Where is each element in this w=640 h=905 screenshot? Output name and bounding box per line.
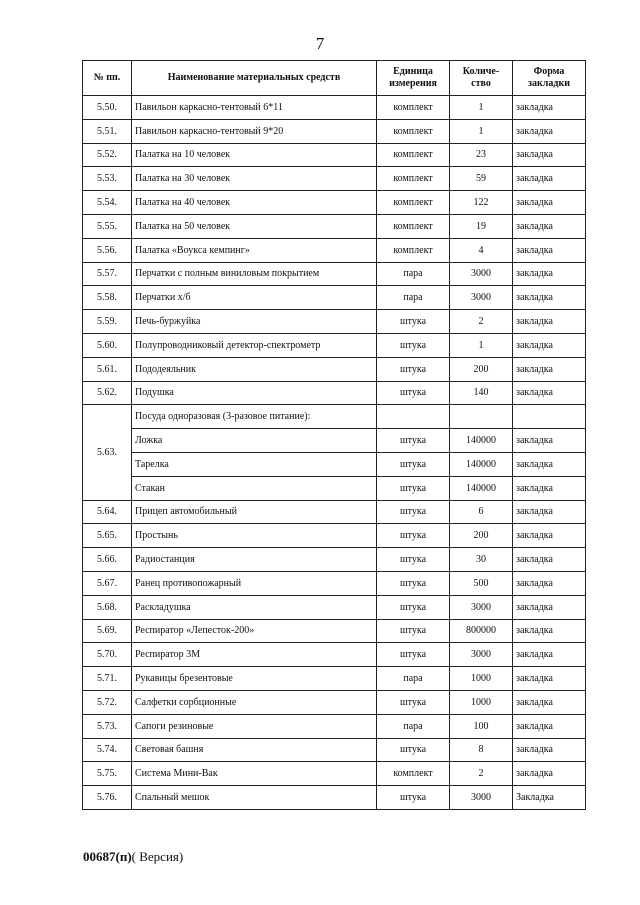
row-unit: штука <box>377 571 450 595</box>
row-form: закладка <box>513 619 586 643</box>
table-row <box>83 286 586 310</box>
row-unit: пара <box>377 262 450 286</box>
table-row <box>83 690 586 714</box>
row-name: Павильон каркасно-тентовый 6*11 <box>132 96 377 120</box>
group-item-row <box>83 452 586 476</box>
row-number: 5.66. <box>83 548 132 572</box>
row-form: закладка <box>513 143 586 167</box>
row-number: 5.76. <box>83 786 132 810</box>
row-number: 5.57. <box>83 262 132 286</box>
row-form: закладка <box>513 714 586 738</box>
row-quantity: 500 <box>450 571 513 595</box>
row-form: закладка <box>513 548 586 572</box>
table-row <box>83 143 586 167</box>
group-item-form: закладка <box>513 452 586 476</box>
table-body <box>83 96 586 810</box>
row-form: закладка <box>513 191 586 215</box>
row-unit: комплект <box>377 119 450 143</box>
row-unit: штука <box>377 690 450 714</box>
row-form: закладка <box>513 214 586 238</box>
row-form: закладка <box>513 357 586 381</box>
group-item-name: Ложка <box>132 429 377 453</box>
table-row <box>83 96 586 120</box>
row-number: 5.50. <box>83 96 132 120</box>
row-number: 5.69. <box>83 619 132 643</box>
header-qty: Количе-ство <box>450 61 513 96</box>
row-number: 5.70. <box>83 643 132 667</box>
row-form: закладка <box>513 667 586 691</box>
header-unit: Единица измерения <box>377 61 450 96</box>
row-quantity: 100 <box>450 714 513 738</box>
row-quantity: 3000 <box>450 262 513 286</box>
row-number: 5.53. <box>83 167 132 191</box>
row-number: 5.65. <box>83 524 132 548</box>
row-unit: штука <box>377 524 450 548</box>
row-unit: комплект <box>377 143 450 167</box>
row-form: закладка <box>513 310 586 334</box>
group-item-unit: штука <box>377 452 450 476</box>
row-number: 5.73. <box>83 714 132 738</box>
table-row <box>83 714 586 738</box>
group-item-form: закладка <box>513 429 586 453</box>
row-quantity: 200 <box>450 524 513 548</box>
row-name: Печь-буржуйка <box>132 310 377 334</box>
row-form: закладка <box>513 333 586 357</box>
table-row <box>83 214 586 238</box>
row-quantity: 1000 <box>450 667 513 691</box>
row-name: Палатка на 10 человек <box>132 143 377 167</box>
row-unit: штука <box>377 381 450 405</box>
row-unit: штука <box>377 738 450 762</box>
row-form: Закладка <box>513 786 586 810</box>
row-name: Пододеяльник <box>132 357 377 381</box>
row-form: закладка <box>513 96 586 120</box>
row-name: Палатка на 40 человек <box>132 191 377 215</box>
row-name: Респиратор «Лепесток-200» <box>132 619 377 643</box>
group-item-name: Стакан <box>132 476 377 500</box>
row-form: закладка <box>513 738 586 762</box>
row-quantity: 140 <box>450 381 513 405</box>
group-number: 5.63. <box>83 405 132 500</box>
row-unit: комплект <box>377 762 450 786</box>
row-form: закладка <box>513 381 586 405</box>
row-form: закладка <box>513 571 586 595</box>
row-unit: пара <box>377 714 450 738</box>
row-quantity: 59 <box>450 167 513 191</box>
row-number: 5.74. <box>83 738 132 762</box>
table-row <box>83 262 586 286</box>
row-number: 5.51. <box>83 119 132 143</box>
row-unit: штука <box>377 786 450 810</box>
page-number: 7 <box>315 34 325 53</box>
row-quantity: 3000 <box>450 643 513 667</box>
row-unit: пара <box>377 286 450 310</box>
row-name: Радиостанция <box>132 548 377 572</box>
row-quantity: 6 <box>450 500 513 524</box>
row-unit: комплект <box>377 214 450 238</box>
row-name: Подушка <box>132 381 377 405</box>
table-row <box>83 310 586 334</box>
group-title: Посуда одноразовая (3-разовое питание): <box>132 405 377 429</box>
row-unit: штука <box>377 310 450 334</box>
row-name: Респиратор 3М <box>132 643 377 667</box>
group-form-empty <box>513 405 586 429</box>
row-number: 5.72. <box>83 690 132 714</box>
row-number: 5.59. <box>83 310 132 334</box>
row-unit: комплект <box>377 238 450 262</box>
table-row <box>83 381 586 405</box>
table-row <box>83 619 586 643</box>
group-item-name: Тарелка <box>132 452 377 476</box>
row-unit: штука <box>377 595 450 619</box>
row-quantity: 8 <box>450 738 513 762</box>
row-form: закладка <box>513 690 586 714</box>
header-num: № пп. <box>83 61 132 96</box>
row-name: Рукавицы брезентовые <box>132 667 377 691</box>
row-quantity: 19 <box>450 214 513 238</box>
group-item-quantity: 140000 <box>450 452 513 476</box>
row-form: закладка <box>513 595 586 619</box>
row-form: закладка <box>513 524 586 548</box>
row-quantity: 2 <box>450 310 513 334</box>
group-item-form: закладка <box>513 476 586 500</box>
row-form: закладка <box>513 500 586 524</box>
row-number: 5.64. <box>83 500 132 524</box>
row-number: 5.71. <box>83 667 132 691</box>
row-quantity: 800000 <box>450 619 513 643</box>
row-name: Салфетки сорбционные <box>132 690 377 714</box>
table-row <box>83 786 586 810</box>
row-unit: комплект <box>377 167 450 191</box>
row-quantity: 30 <box>450 548 513 572</box>
table-row <box>83 667 586 691</box>
row-quantity: 122 <box>450 191 513 215</box>
table-header-row <box>83 61 586 96</box>
row-quantity: 4 <box>450 238 513 262</box>
document-footer <box>83 849 183 865</box>
row-unit: штука <box>377 619 450 643</box>
group-item-unit: штука <box>377 476 450 500</box>
row-quantity: 1000 <box>450 690 513 714</box>
row-number: 5.67. <box>83 571 132 595</box>
row-name: Спальный мешок <box>132 786 377 810</box>
row-number: 5.54. <box>83 191 132 215</box>
row-quantity: 3000 <box>450 595 513 619</box>
row-unit: штука <box>377 643 450 667</box>
row-name: Перчатки х/б <box>132 286 377 310</box>
row-unit: штука <box>377 333 450 357</box>
row-name: Прицеп автомобильный <box>132 500 377 524</box>
row-quantity: 3000 <box>450 286 513 310</box>
group-qty-empty <box>450 405 513 429</box>
row-unit: комплект <box>377 96 450 120</box>
group-item-quantity: 140000 <box>450 429 513 453</box>
row-unit: штука <box>377 548 450 572</box>
row-name: Сапоги резиновые <box>132 714 377 738</box>
table-row <box>83 167 586 191</box>
table-row <box>83 119 586 143</box>
row-unit: комплект <box>377 191 450 215</box>
group-item-quantity: 140000 <box>450 476 513 500</box>
row-number: 5.60. <box>83 333 132 357</box>
row-unit: пара <box>377 667 450 691</box>
row-quantity: 200 <box>450 357 513 381</box>
row-unit: штука <box>377 357 450 381</box>
row-name: Система Мини-Вак <box>132 762 377 786</box>
document-version: ( Версия) <box>131 849 184 864</box>
row-quantity: 2 <box>450 762 513 786</box>
table-row <box>83 500 586 524</box>
row-name: Палатка «Воукса кемпинг» <box>132 238 377 262</box>
table-row <box>83 238 586 262</box>
row-form: закладка <box>513 238 586 262</box>
table-row <box>83 643 586 667</box>
table-row <box>83 595 586 619</box>
row-quantity: 1 <box>450 333 513 357</box>
row-number: 5.55. <box>83 214 132 238</box>
table-row <box>83 738 586 762</box>
row-form: закладка <box>513 119 586 143</box>
header-name: Наименование материальных средств <box>132 61 377 96</box>
row-quantity: 3000 <box>450 786 513 810</box>
row-number: 5.75. <box>83 762 132 786</box>
row-name: Световая башня <box>132 738 377 762</box>
row-name: Простынь <box>132 524 377 548</box>
row-name: Полупроводниковый детектор-спектрометр <box>132 333 377 357</box>
table-row <box>83 571 586 595</box>
row-form: закладка <box>513 262 586 286</box>
row-form: закладка <box>513 286 586 310</box>
table-row <box>83 762 586 786</box>
header-form: Форма закладки <box>513 61 586 96</box>
row-quantity: 1 <box>450 96 513 120</box>
row-name: Ранец противопожарный <box>132 571 377 595</box>
row-form: закладка <box>513 167 586 191</box>
row-name: Раскладушка <box>132 595 377 619</box>
row-unit: штука <box>377 500 450 524</box>
row-name: Палатка на 30 человек <box>132 167 377 191</box>
table-row <box>83 357 586 381</box>
row-number: 5.61. <box>83 357 132 381</box>
group-header-row <box>83 405 586 429</box>
row-form: закладка <box>513 762 586 786</box>
group-unit-empty <box>377 405 450 429</box>
row-number: 5.68. <box>83 595 132 619</box>
table-row <box>83 548 586 572</box>
table-row <box>83 191 586 215</box>
table-row <box>83 333 586 357</box>
row-number: 5.56. <box>83 238 132 262</box>
row-quantity: 23 <box>450 143 513 167</box>
document-code: 00687(п) <box>83 849 132 864</box>
row-name: Перчатки с полным виниловым покрытием <box>132 262 377 286</box>
row-number: 5.62. <box>83 381 132 405</box>
row-number: 5.52. <box>83 143 132 167</box>
table-row <box>83 524 586 548</box>
group-item-row <box>83 429 586 453</box>
group-item-row <box>83 476 586 500</box>
row-name: Павильон каркасно-тентовый 9*20 <box>132 119 377 143</box>
materials-table <box>82 60 586 810</box>
row-number: 5.58. <box>83 286 132 310</box>
row-form: закладка <box>513 643 586 667</box>
row-name: Палатка на 50 человек <box>132 214 377 238</box>
row-quantity: 1 <box>450 119 513 143</box>
group-item-unit: штука <box>377 429 450 453</box>
